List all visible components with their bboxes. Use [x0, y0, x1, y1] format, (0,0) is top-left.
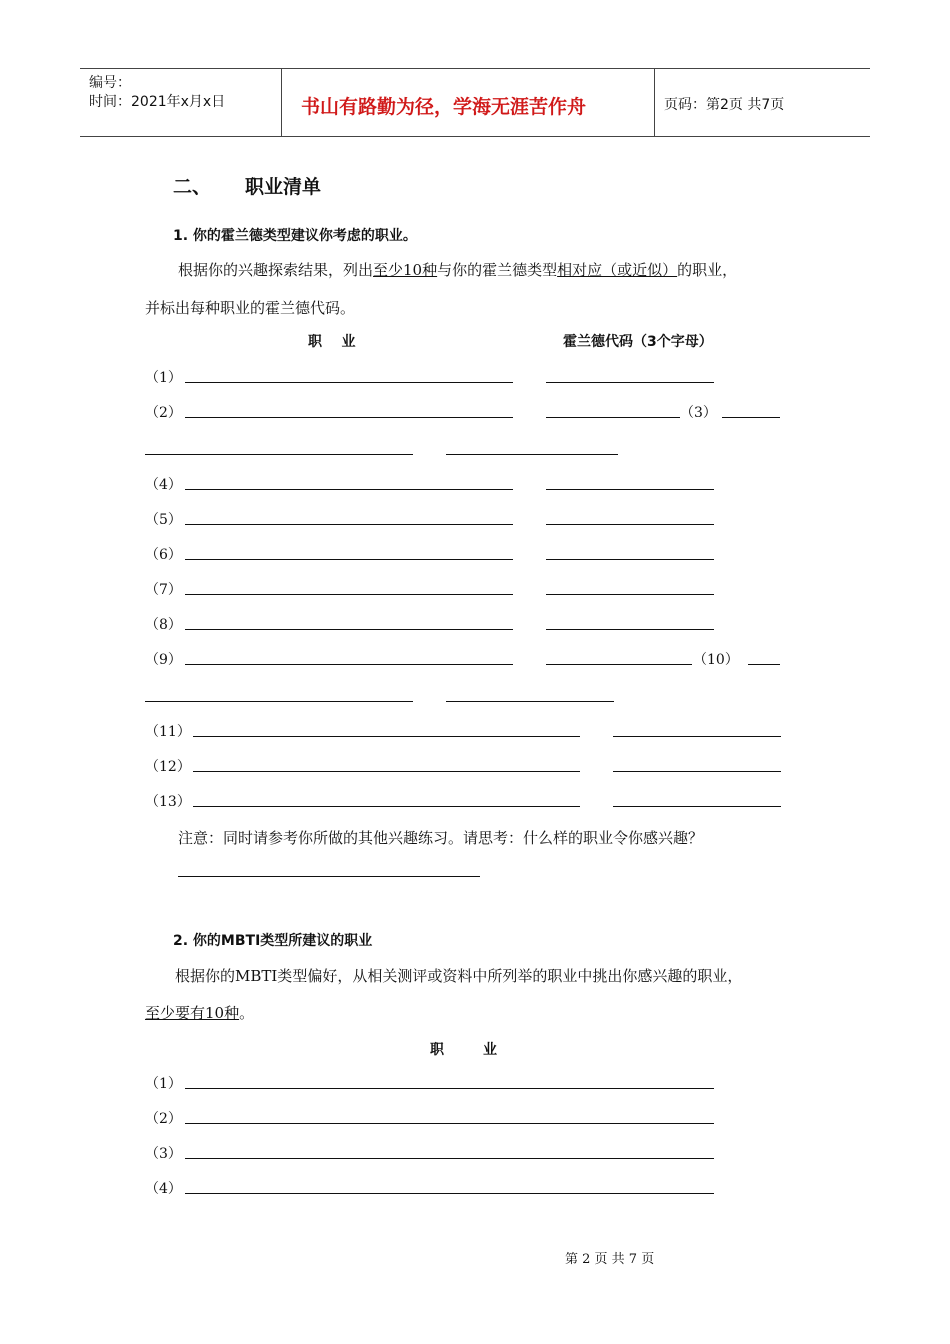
header-divider-1 [281, 68, 282, 136]
header-time-label: 时间：2021年x月x日 [89, 94, 226, 110]
part2-para-end: 。 [239, 1004, 255, 1022]
row-label-5: （5） [145, 512, 182, 528]
code-field-1[interactable] [546, 382, 714, 383]
note-answer-field[interactable] [178, 876, 480, 877]
code-field-9[interactable] [546, 664, 692, 665]
part1-note: 注意：同时请参考你所做的其他兴趣练习。请思考：什么样的职业令你感兴趣？ [178, 829, 704, 847]
mbti-job-field-4[interactable] [185, 1193, 714, 1194]
job-field-4[interactable] [185, 489, 513, 490]
mbti-row-label-2: （2） [145, 1111, 182, 1127]
row-label-9: （9） [145, 652, 182, 668]
job-field-3[interactable] [145, 454, 413, 455]
row-label-1: （1） [145, 370, 182, 386]
part2-paragraph-line2 [145, 1002, 254, 1023]
row-label-3: （3） [680, 405, 717, 421]
part1-heading: 1. 你的霍兰德类型建议你考虑的职业。 [173, 228, 417, 244]
mbti-row-label-4: （4） [145, 1181, 182, 1197]
job-field-10[interactable] [145, 701, 413, 702]
code-field-8[interactable] [546, 629, 714, 630]
mbti-job-field-2[interactable] [185, 1123, 714, 1124]
job-field-2[interactable] [185, 417, 513, 418]
part1-paragraph-line2: 并标出每种职业的霍兰德代码。 [145, 299, 356, 317]
row-label-13: （13） [145, 794, 191, 810]
header-top-border [80, 68, 870, 69]
mbti-job-field-3[interactable] [185, 1158, 714, 1159]
job-field-7[interactable] [185, 594, 513, 595]
job-field-1[interactable] [185, 382, 513, 383]
code-field-11[interactable] [613, 736, 781, 737]
job-field-10-start[interactable] [748, 664, 780, 665]
part2-heading: 2. 你的MBTI类型所建议的职业 [173, 933, 373, 949]
part1-column-code: 霍兰德代码（3个字母） [563, 334, 713, 350]
part1-para-text-b: 与你的霍兰德类型 [437, 261, 558, 279]
row-label-8: （8） [145, 617, 182, 633]
part1-paragraph-line1 [178, 259, 737, 280]
job-field-12[interactable] [193, 771, 580, 772]
header-divider-2 [654, 68, 655, 136]
job-field-11[interactable] [193, 736, 580, 737]
page-footer: 第 2 页 共 7 页 [565, 1252, 655, 1267]
section-number: 二、 [173, 176, 212, 198]
part1-para-underline-2: 相对应（或近似） [557, 261, 678, 279]
job-field-6[interactable] [185, 559, 513, 560]
row-label-10: （10） [693, 652, 739, 668]
row-label-11: （11） [145, 724, 191, 740]
part1-para-text-a: 根据你的兴趣探索结果，列出 [178, 261, 374, 279]
part1-para-underline-1: 至少10种 [373, 261, 438, 279]
mbti-job-field-1[interactable] [185, 1088, 714, 1089]
part2-paragraph-line1: 根据你的MBTI类型偏好，从相关测评或资料中所列举的职业中挑出你感兴趣的职业， [175, 967, 743, 985]
code-field-4[interactable] [546, 489, 714, 490]
row-label-4: （4） [145, 477, 182, 493]
job-field-8[interactable] [185, 629, 513, 630]
row-label-2: （2） [145, 405, 182, 421]
mbti-row-label-3: （3） [145, 1146, 182, 1162]
code-field-5[interactable] [546, 524, 714, 525]
job-field-5[interactable] [185, 524, 513, 525]
code-field-7[interactable] [546, 594, 714, 595]
code-field-13[interactable] [613, 806, 781, 807]
job-field-13[interactable] [193, 806, 580, 807]
part1-column-job: 职 业 [308, 334, 356, 350]
code-field-2[interactable] [546, 417, 680, 418]
header-motto: 书山有路勤为径，学海无涯苦作舟 [301, 96, 587, 118]
row-label-12: （12） [145, 759, 191, 775]
mbti-row-label-1: （1） [145, 1076, 182, 1092]
row-label-7: （7） [145, 582, 182, 598]
job-field-9[interactable] [185, 664, 513, 665]
code-field-3[interactable] [446, 454, 618, 455]
row-label-6: （6） [145, 547, 182, 563]
header-page-info: 页码：第2页 共7页 [664, 97, 785, 113]
code-field-10[interactable] [446, 701, 614, 702]
code-field-6[interactable] [546, 559, 714, 560]
job-field-3-start[interactable] [722, 417, 780, 418]
header-bottom-border [80, 136, 870, 137]
header-number-label: 编号： [89, 75, 131, 91]
code-field-12[interactable] [613, 771, 781, 772]
part2-column-job: 职 业 [430, 1042, 497, 1058]
section-title: 职业清单 [245, 176, 322, 198]
part1-para-text-c: 的职业， [677, 261, 738, 279]
part2-para-underline: 至少要有10种 [145, 1004, 240, 1022]
